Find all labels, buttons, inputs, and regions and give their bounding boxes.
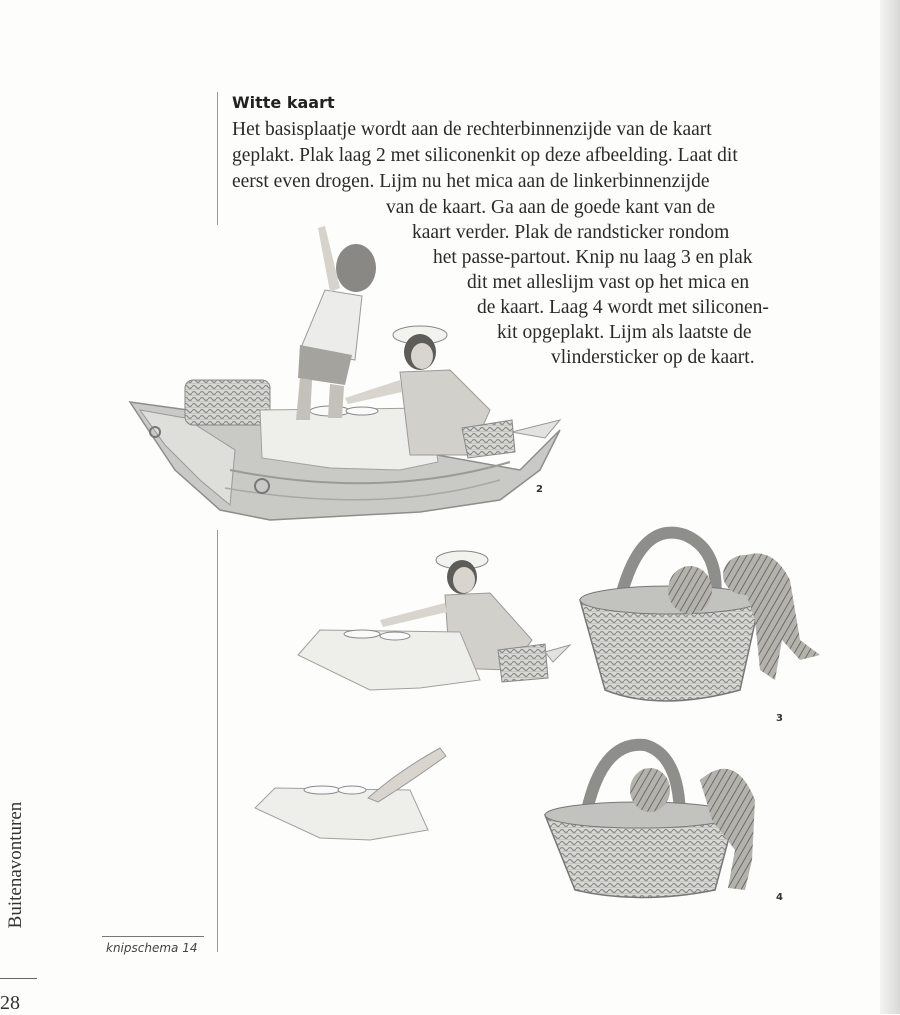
body-text-line: geplakt. Plak laag 2 met siliconenkit op deze afbeelding. Laat dit — [232, 145, 738, 166]
girl-tablecloth-illustration — [298, 551, 570, 690]
section-heading: Witte kaart — [232, 93, 335, 112]
page-number-rule — [0, 978, 37, 979]
figure-label-2: 2 — [536, 484, 543, 495]
tablecloth-arm-illustration — [255, 748, 446, 840]
body-text-line: dit met alleslijm vast op het mica en — [467, 272, 750, 293]
boat-scene-illustration — [130, 226, 560, 520]
basket-kittens-layer4-illustration — [545, 745, 755, 898]
body-text-line: van de kaart. Ga aan de goede kant van de — [386, 197, 716, 218]
figure-caption: knipschema 14 — [106, 941, 198, 955]
figure-label-3: 3 — [776, 713, 783, 724]
body-text-line: het passe-partout. Knip nu laag 3 en plak — [433, 247, 753, 268]
body-text-line: de kaart. Laag 4 wordt met siliconen- — [477, 297, 769, 318]
side-section-title: Buitenavonturen — [5, 801, 26, 929]
body-text-line: kaart verder. Plak de randsticker rondom — [412, 222, 730, 243]
body-text-line: Het basisplaatje wordt aan de rechterbinnenzijde van de kaart — [232, 119, 712, 140]
figure-label-4: 4 — [776, 892, 783, 903]
caption-rule — [102, 936, 204, 937]
page-number: 28 — [0, 992, 20, 1014]
basket-kittens-illustration — [580, 533, 820, 701]
body-text-line: kit opgeplakt. Lijm als laatste de — [497, 322, 752, 343]
body-text-line: eerst even drogen. Lijm nu het mica aan de linkerbinnenzijde — [232, 171, 710, 192]
body-text-line: vlindersticker op de kaart. — [551, 347, 755, 368]
